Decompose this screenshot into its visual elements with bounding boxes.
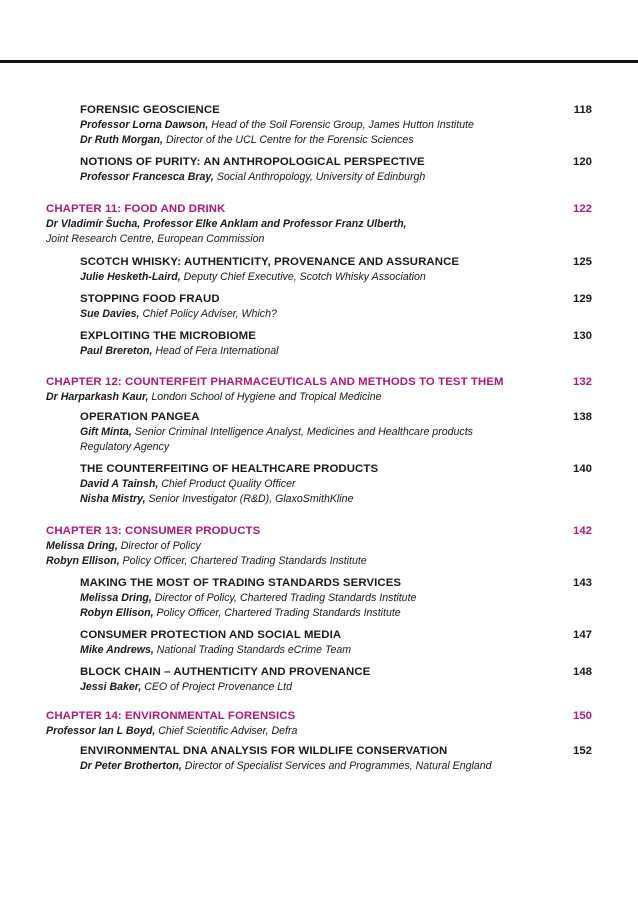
top-rule: [0, 60, 638, 63]
entry-page: 140: [572, 463, 592, 475]
affiliation-line: Joint Research Centre, European Commission: [46, 233, 265, 245]
entry-title: SCOTCH WHISKY: AUTHENTICITY, PROVENANCE AND ASSURANCE: [80, 256, 460, 268]
chapter-page: 132: [572, 376, 592, 388]
chapter-page: 142: [572, 525, 592, 537]
entry-title: FORENSIC GEOSCIENCE: [80, 104, 220, 116]
entry-title: STOPPING FOOD FRAUD: [80, 293, 220, 305]
chapter-entry[interactable]: [0, 709, 638, 739]
entry-page: 143: [572, 577, 592, 589]
chapter-page: 122: [572, 203, 592, 215]
author-line: Melissa Dring, Director of Policy, Chartered Trading Standards Institute: [80, 592, 417, 604]
author-line-continued: Regulatory Agency: [80, 441, 170, 453]
chapter-title: CHAPTER 13: CONSUMER PRODUCTS: [46, 525, 261, 537]
toc-entry[interactable]: [0, 665, 638, 695]
entry-page: 118: [573, 104, 592, 116]
author-line: Gift Minta, Senior Criminal Intelligence Analyst, Medicines and Healthcare products: [80, 426, 473, 438]
entry-title: EXPLOITING THE MICROBIOME: [80, 330, 256, 342]
entry-title: ENVIRONMENTAL DNA ANALYSIS FOR WILDLIFE CONSERVATION: [80, 745, 448, 757]
entry-page: 147: [572, 629, 592, 641]
chapter-title: CHAPTER 11: FOOD AND DRINK: [46, 203, 226, 215]
chapter-page: 150: [572, 710, 592, 722]
entry-page: 120: [572, 156, 592, 168]
author-line: Julie Hesketh-Laird, Deputy Chief Executive, Scotch Whisky Association: [80, 271, 426, 283]
entry-title: CONSUMER PROTECTION AND SOCIAL MEDIA: [80, 629, 342, 641]
author-line: Dr Peter Brotherton, Director of Specialist Services and Programmes, Natural England: [80, 760, 492, 772]
author-line: Melissa Dring, Director of Policy: [46, 540, 201, 552]
toc-entry[interactable]: [0, 628, 638, 658]
toc-entry[interactable]: [0, 462, 638, 507]
author-line: Dr Harparkash Kaur, London School of Hygiene and Tropical Medicine: [46, 391, 382, 403]
author-line: Dr Vladimír Šucha, Professor Elke Anklam and Professor Franz Ulberth,: [46, 218, 407, 230]
entry-page: 148: [572, 666, 592, 678]
author-line: Professor Lorna Dawson, Head of the Soil Forensic Group, James Hutton Institute: [80, 119, 474, 131]
entry-page: 129: [572, 293, 592, 305]
entry-page: 130: [572, 330, 592, 342]
toc-entry[interactable]: [0, 410, 638, 455]
toc-entry[interactable]: [0, 744, 638, 774]
entry-title: MAKING THE MOST OF TRADING STANDARDS SERVICES: [80, 577, 402, 589]
author-line: Robyn Ellison, Policy Officer, Chartered Trading Standards Institute: [46, 555, 367, 567]
entry-page: 125: [572, 256, 592, 268]
author-line: Professor Ian L Boyd, Chief Scientific Adviser, Defra: [46, 725, 298, 737]
author-line: Paul Brereton, Head of Fera International: [80, 345, 279, 357]
author-line: Professor Francesca Bray, Social Anthropology, University of Edinburgh: [80, 171, 426, 183]
author-line: Jessi Baker, CEO of Project Provenance Ltd: [80, 681, 293, 693]
chapter-entry[interactable]: [0, 524, 638, 569]
entry-page: 152: [572, 745, 592, 757]
author-line: Dr Ruth Morgan, Director of the UCL Centre for the Forensic Sciences: [80, 134, 414, 146]
chapter-entry[interactable]: [0, 202, 638, 247]
author-line: Nisha Mistry, Senior Investigator (R&D), GlaxoSmithKline: [80, 493, 354, 505]
entry-title: THE COUNTERFEITING OF HEALTHCARE PRODUCTS: [80, 463, 379, 475]
toc-entry[interactable]: [0, 576, 638, 621]
author-line: Sue Davies, Chief Policy Adviser, Which?: [80, 308, 277, 320]
entry-title: BLOCK CHAIN – AUTHENTICITY AND PROVENANCE: [80, 666, 371, 678]
toc-entry[interactable]: [0, 103, 638, 148]
toc-entry[interactable]: [0, 255, 638, 285]
entry-title: OPERATION PANGEA: [80, 411, 200, 423]
chapter-title: CHAPTER 14: ENVIRONMENTAL FORENSICS: [46, 710, 296, 722]
toc-entry[interactable]: [0, 292, 638, 322]
chapter-entry[interactable]: [0, 375, 638, 405]
author-line: Mike Andrews, National Trading Standards eCrime Team: [80, 644, 352, 656]
chapter-title: CHAPTER 12: COUNTERFEIT PHARMACEUTICALS AND METHODS TO TEST THEM: [46, 376, 504, 388]
author-line: David A Tainsh, Chief Product Quality Officer: [80, 478, 296, 490]
author-line: Robyn Ellison, Policy Officer, Chartered Trading Standards Institute: [80, 607, 401, 619]
entry-page: 138: [572, 411, 592, 423]
toc-entry[interactable]: [0, 329, 638, 359]
entry-title: NOTIONS OF PURITY: AN ANTHROPOLOGICAL PERSPECTIVE: [80, 156, 425, 168]
toc-entry[interactable]: [0, 155, 638, 185]
